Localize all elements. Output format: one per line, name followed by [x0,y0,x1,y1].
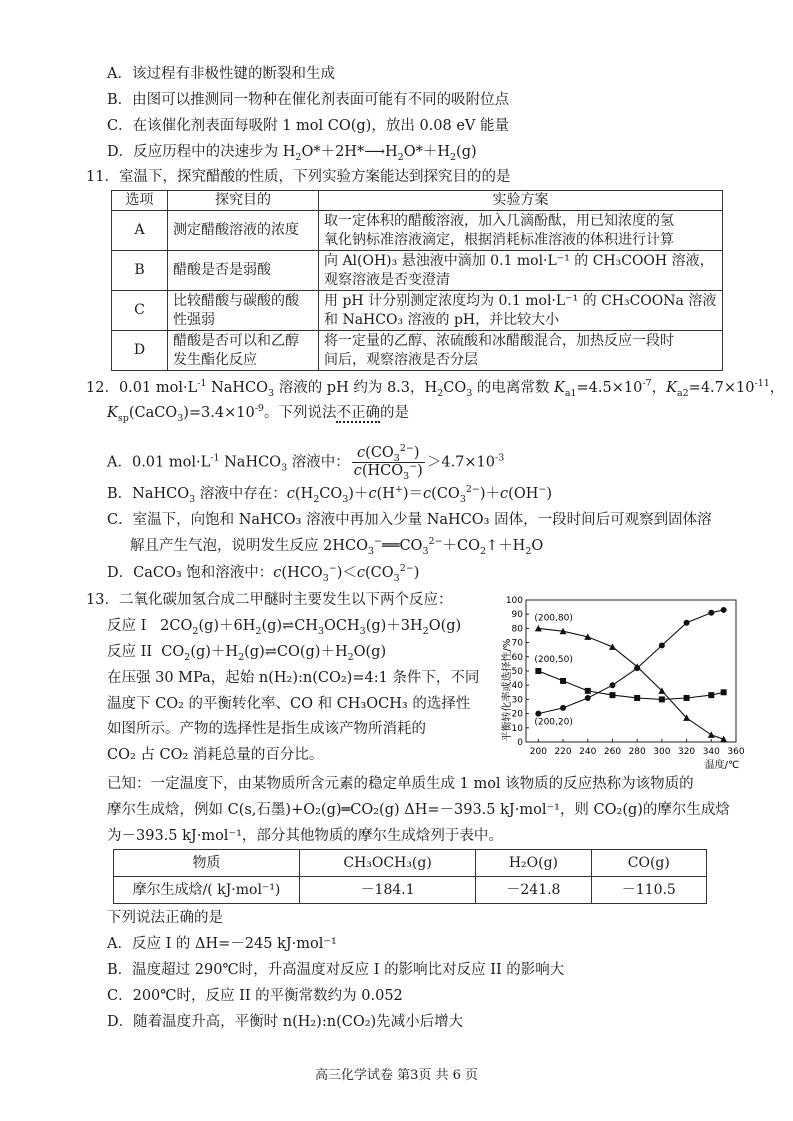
x-tick-label: 320 [677,747,696,757]
q13-condition-2: 温度下 CO₂ 的平衡转化率、CO 和 CH₃OCH₃ 的选择性 [107,696,471,712]
y-tick-label: 90 [511,610,523,621]
q11-stem: 11．室温下，探究醋酸的性质，下列实验方案能达到探究目的的是 [86,169,511,185]
circle-point [721,607,727,613]
square-point [609,692,615,698]
q11-table [111,190,723,371]
q13-option-a: A．反应 I 的 ΔH=－245 kJ·mol⁻¹ [107,936,337,952]
q11-row-goal: 测定醋酸溶液的浓度 [168,211,319,251]
q13-option-b: B．温度超过 290℃时，升高温度对反应 I 的影响比对反应 II 的影响大 [107,962,565,978]
square-point [659,696,665,702]
q11-header-plan: 实验方案 [319,191,723,211]
q10-option-d: D．反应历程中的决速步为 $H_2O*+2H*⟶H_2O*+H_2(g)$ [107,144,477,163]
circle-point [708,610,714,616]
table-row [114,877,707,904]
table-row [112,331,723,371]
square-point [721,689,727,695]
table-row [112,211,723,251]
q10-option-a: A．该过程有非极性键的断裂和生成 [107,66,335,82]
circle-point [560,705,566,711]
y-tick-label: 40 [511,681,523,692]
y-tick-label: 30 [511,695,523,706]
square-point [684,695,690,701]
table-row [112,291,723,331]
x-tick-label: 360 [727,747,745,757]
q13-option-d: D．随着温度升高，平衡时 n(H₂):n(CO₂)先减小后增大 [107,1014,464,1030]
x-tick-label: 240 [579,747,597,757]
triangle-point [609,643,616,650]
q13-stem: 13．二氧化碳加氢合成二甲醚时主要发生以下两个反应： [86,592,453,608]
q12-option-d: D．CaCO₃ 饱和溶液中：$c(HCO_3^-)<c(CO_3^{2-})$ [107,563,420,584]
q11-row-opt: C [112,291,168,331]
x-tick-label: 340 [702,747,720,757]
x-tick-label: 200 [529,747,547,757]
circle-point [585,695,591,701]
data-annotation: (200,80) [534,613,573,624]
q12-stem-line1: 12．0.01 $mol\cdot L^{-1}$ NaHCO$_3$ 溶液的 pH 约为 8.3，$H_2CO_3$ 的电离常数 $K_{a1}=4.5\times 10^{-7}$，$K_{a2}=4.7\times 10^{-11}$， [86,378,785,399]
y-tick-label: 10 [511,723,523,734]
page-footer: 高三化学试卷 第3页 共 6 页 [314,1068,479,1083]
enthalpy-value: －241.8 [476,877,591,904]
q10-option-c: C．在该催化剂表面每吸附 1 mol CO(g)，放出 0.08 eV 能量 [107,118,510,134]
q13-ask: 下列说法正确的是 [107,910,223,926]
enthalpy-header-co: CO(g) [591,850,706,877]
circle-point [535,711,541,717]
q11-row-plan: 将一定量的乙醇、浓硫酸和冰醋酸混合，加热反应一段时 间后，观察溶液是否分层 [319,331,723,371]
q11-row-opt: A [112,211,168,251]
enthalpy-header-substance: 物质 [114,850,300,877]
q11-row-plan: 用 pH 计分别测定浓度均为 0.1 mol·L⁻¹ 的 CH₃COONa 溶液 和 NaHCO₃ 溶液的 pH，并比较大小 [319,291,723,331]
q13-enthalpy-table [113,849,707,904]
y-tick-label: 80 [511,624,523,635]
q13-option-c: C．200℃时，反应 II 的平衡常数约为 0.052 [107,988,403,1004]
q13-condition-3: 如图所示。产物的选择性是指生成该产物所消耗的 [107,721,426,737]
q13-known-3: 为－393.5 kJ·mol⁻¹，部分其他物质的摩尔生成焓列于表中。 [107,828,503,844]
q10-option-b: B．由图可以推测同一物种在催化剂表面可能有不同的吸附位点 [107,92,510,108]
chart-x-label: 温度/℃ [704,760,740,770]
enthalpy-header-h2o: H₂O(g) [476,850,591,877]
square-point [708,692,714,698]
q11-row-plan: 向 Al(OH)₃ 悬浊液中滴加 0.1 mol·L⁻¹ 的 CH₃COOH 溶液， 观察溶液是否变澄清 [319,251,723,291]
q12-option-b: B．NaHCO$_3$ 溶液中存在：$c(H_2CO_3)+c(H^+)=c(CO_3^{2-})+c(OH^-)$ [107,484,553,505]
circle-point [634,665,640,671]
q12-option-c2: 解且产生气泡，说明发生反应 $2HCO_3^-══CO_3^{2-}+CO_2↑+H_2O$ [130,536,544,557]
triangle-point [708,731,715,738]
series-line-square [538,671,723,699]
q12-option-a: A．0.01 $mol\cdot L^{-1}$ NaHCO$_3$ 溶液中： $\frac{c(CO_3^{2-})}{c(HCO_3^-)}$ $>4.7\times 10^{-3}$ [107,443,505,482]
y-tick-label: 0 [517,738,523,748]
square-point [535,668,541,674]
x-tick-label: 280 [628,747,646,757]
square-point [634,695,640,701]
data-annotation: (200,50) [534,655,573,665]
enthalpy-value: －184.1 [300,877,476,904]
circle-point [659,642,665,648]
y-tick-label: 60 [511,652,523,663]
q11-header-goal: 探究目的 [168,191,319,211]
q11-row-plan: 取一定体积的醋酸溶液，加入几滴酚酞，用已知浓度的氢 氧化钠标准溶液滴定，根据消耗标准溶液的体积进行计算 [319,211,723,251]
chart-y-label: 平衡转化率或选择性/% [502,638,513,742]
enthalpy-row-label: 摩尔生成焓/( kJ·mol⁻¹) [114,877,300,904]
q11-header-option: 选项 [112,191,168,211]
square-point [585,688,591,694]
y-tick-label: 20 [511,709,523,720]
q12-option-c1: C．室温下，向饱和 NaHCO₃ 溶液中再加入少量 NaHCO₃ 固体，一段时间后可观察到固体溶 [107,512,712,528]
x-tick-label: 300 [653,747,671,757]
q11-row-opt: B [112,251,168,291]
enthalpy-value: －110.5 [591,877,706,904]
x-tick-label: 260 [603,747,622,757]
table-row [112,251,723,291]
square-point [560,678,566,684]
q13-condition-4: CO₂ 占 CO₂ 消耗总量的百分比。 [107,747,324,763]
circle-point [684,620,690,626]
q11-row-opt: D [112,331,168,371]
q13-condition-1: 在压强 30 MPa，起始 n(H₂):n(CO₂)=4:1 条件下，不同 [107,670,480,686]
q11-row-goal: 醋酸是否是弱酸 [168,251,319,291]
q13-chart [496,592,752,770]
y-tick-label: 50 [511,667,523,677]
data-annotation: (200,20) [534,717,573,728]
x-tick-label: 220 [554,747,572,757]
q12-stem-line2: $K_{sp}(CaCO_3)=3.4\times 10^{-9}$。下列说法不正确的是 [107,403,409,424]
q13-reaction-1: 反应 I $2CO_2(g)+6H_2(g)\rightleftharpoons CH_3OCH_3(g)+3H_2O(g)$ [107,618,462,637]
y-tick-label: 70 [511,638,523,649]
q13-known-2: 摩尔生成焓，例如 C(s,石墨)+O₂(g)═CO₂(g) ΔH=－393.5 kJ·mol⁻¹，则 CO₂(g)的摩尔生成焓 [107,802,730,818]
enthalpy-header-ch3och3: CH₃OCH₃(g) [300,850,476,877]
circle-point [609,682,615,688]
q11-row-goal: 醋酸是否可以和乙醇 发生酯化反应 [168,331,319,371]
q13-reaction-2: 反应 II $CO_2(g)+H_2(g)\rightleftharpoons CO(g)+H_2O(g)$ [107,644,387,663]
y-tick-label: 100 [505,596,523,606]
q11-row-goal: 比较醋酸与碳酸的酸 性强弱 [168,291,319,331]
q13-known-1: 已知：一定温度下，由某物质所含元素的稳定单质生成 1 mol 该物质的反应热称为该物质的 [107,776,694,792]
